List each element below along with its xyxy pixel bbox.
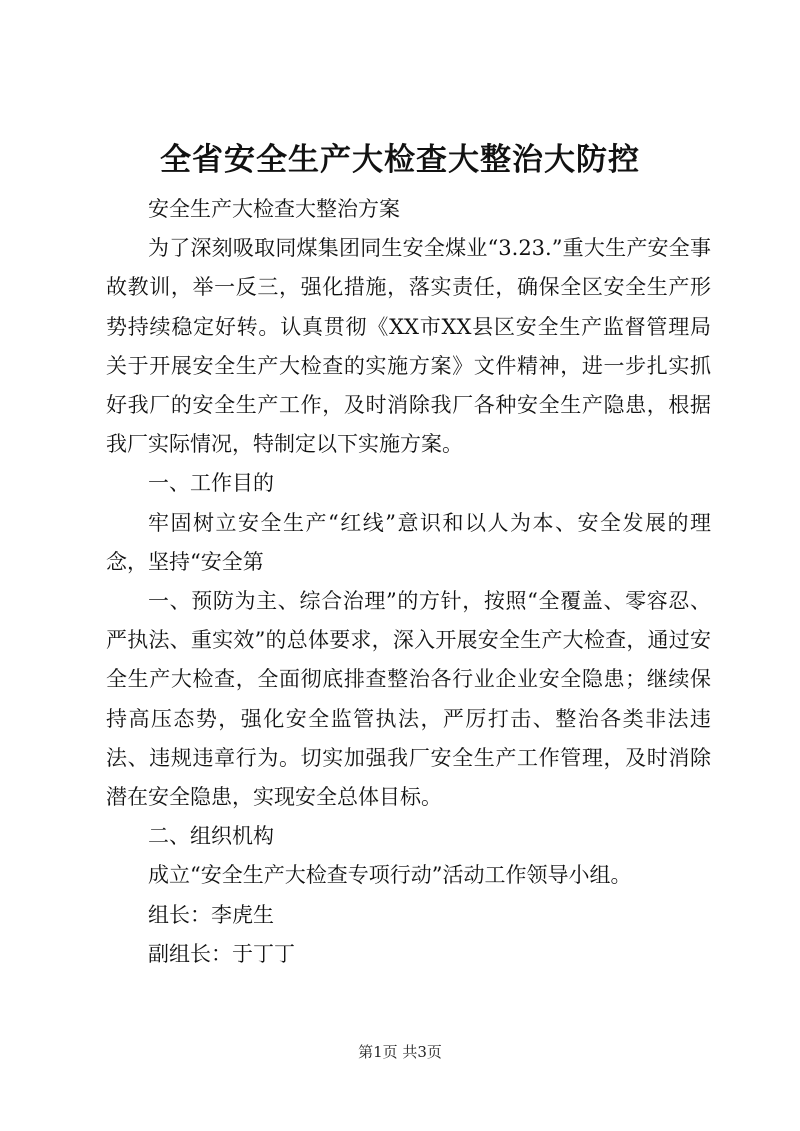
leader-line: 组长：李虎生 [148,902,274,927]
section-heading-purpose: 一、工作目的 [148,471,274,496]
document-body [106,190,711,974]
page-footer: 第1页 共3页 [358,1043,442,1061]
purpose-paragraph: 牢固树立安全生产“红线”意识和以人为本、安全发展的理念，坚持“安全第 [106,510,711,574]
document-title: 全省安全生产大检查大整治大防控 [160,142,640,178]
organization-paragraph: 成立“安全生产大检查专项行动”活动工作领导小组。 [148,863,632,888]
deputy-leader-line: 副组长：于丁丁 [148,941,295,966]
section-heading-organization: 二、组织机构 [148,824,274,849]
intro-paragraph: 为了深刻吸取同煤集团同生安全煤业“3.23.”重大生产安全事故教训，举一反三，强化措施，落实责任，确保全区安全生产形势持续稳定好转。认真贯彻《XX市XX县区安全生产监督管理局关于开展安全生产大检查的实施方案》文件精神，进一步扎实抓好我厂的安全生产工作，及时消除我厂各种安全生产隐患，根据我厂实际情况，特制定以下实施方案。 [106,236,711,457]
subtitle-paragraph: 安全生产大检查大整治方案 [148,197,400,221]
policy-paragraph: 一、预防为主、综合治理”的方针，按照“全覆盖、零容忍、严执法、重实效”的总体要求，深入开展安全生产大检查，通过安全生产大检查，全面彻底排查整治各行业企业安全隐患；继续保持高压态势，强化安全监管执法，严厉打击、整治各类非法违法、违规违章行为。切实加强我厂安全生产工作管理，及时消除潜在安全隐患，实现安全总体目标。 [106,589,711,810]
